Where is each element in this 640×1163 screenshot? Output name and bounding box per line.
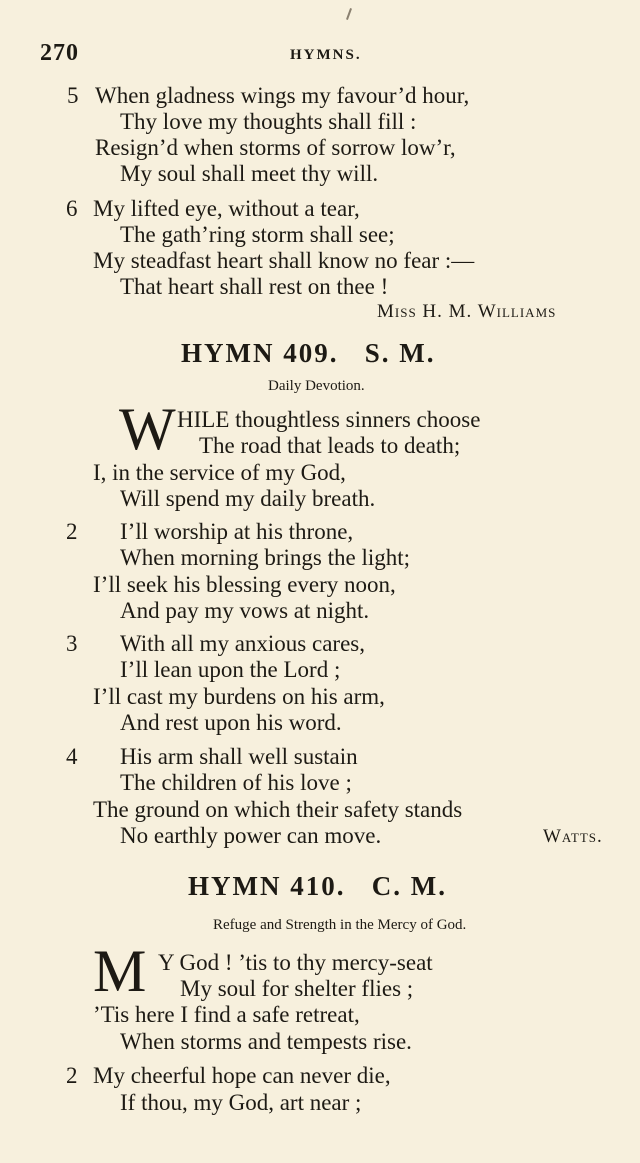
hymn-author: Watts. — [543, 826, 603, 847]
verse-line: HILE thoughtless sinners choose — [177, 407, 481, 432]
print-mark — [346, 8, 352, 20]
hymn-subtitle: Daily Devotion. — [268, 378, 365, 394]
page-number: 270 — [40, 40, 79, 66]
verse-number: 2 — [66, 1063, 78, 1088]
verse-line: I’ll lean upon the Lord ; — [120, 657, 341, 682]
verse-line: If thou, my God, art near ; — [120, 1090, 362, 1115]
verse-line: ’Tis here I find a safe retreat, — [93, 1002, 360, 1027]
verse-line: My steadfast heart shall know no fear :— — [93, 248, 475, 273]
drop-cap: W — [119, 396, 176, 462]
drop-cap: M — [93, 938, 147, 1004]
verse-line: My soul shall meet thy will. — [120, 161, 379, 186]
verse-line: When gladness wings my favour’d hour, — [95, 83, 470, 108]
verse-number: 3 — [66, 631, 78, 656]
verse-line: I’ll cast my burdens on his arm, — [93, 684, 385, 709]
verse-line: When storms and tempests rise. — [120, 1029, 412, 1054]
hymn-subtitle: Refuge and Strength in the Mercy of God. — [213, 917, 467, 933]
hymn-title: HYMN 409. S. M. — [181, 338, 436, 368]
verse-line: Y God ! ’tis to thy mercy-seat — [158, 950, 433, 975]
verse-number: 5 — [67, 83, 79, 108]
verse-number: 2 — [66, 519, 78, 544]
verse-line: His arm shall well sustain — [120, 744, 358, 769]
verse-line: No earthly power can move. — [120, 823, 382, 848]
verse-line: And pay my vows at night. — [120, 598, 370, 623]
verse-line: I, in the service of my God, — [93, 460, 346, 485]
hymn-title: HYMN 410. C. M. — [188, 871, 447, 901]
verse-line: Resign’d when storms of sorrow low’r, — [95, 135, 456, 160]
verse-line: Will spend my daily breath. — [120, 486, 376, 511]
verse-number: 6 — [66, 196, 78, 221]
verse-line: I’ll worship at his throne, — [120, 519, 354, 544]
running-head: HYMNS. — [290, 47, 362, 63]
verse-line: And rest upon his word. — [120, 710, 342, 735]
hymn-author: Miss H. M. Williams — [377, 301, 557, 322]
verse-line: Thy love my thoughts shall fill : — [120, 109, 417, 134]
verse-line: My cheerful hope can never die, — [93, 1063, 391, 1088]
verse-line: The children of his love ; — [120, 770, 352, 795]
verse-line: That heart shall rest on thee ! — [120, 274, 389, 299]
verse-line: I’ll seek his blessing every noon, — [93, 572, 396, 597]
verse-number: 4 — [66, 744, 78, 769]
verse-line: The ground on which their safety stands — [93, 797, 463, 822]
verse-line: The gath’ring storm shall see; — [120, 222, 395, 247]
verse-line: The road that leads to death; — [199, 433, 461, 458]
verse-line: My lifted eye, without a tear, — [93, 196, 360, 221]
verse-line: With all my anxious cares, — [120, 631, 365, 656]
verse-line: My soul for shelter flies ; — [180, 976, 414, 1001]
verse-line: When morning brings the light; — [120, 545, 411, 570]
